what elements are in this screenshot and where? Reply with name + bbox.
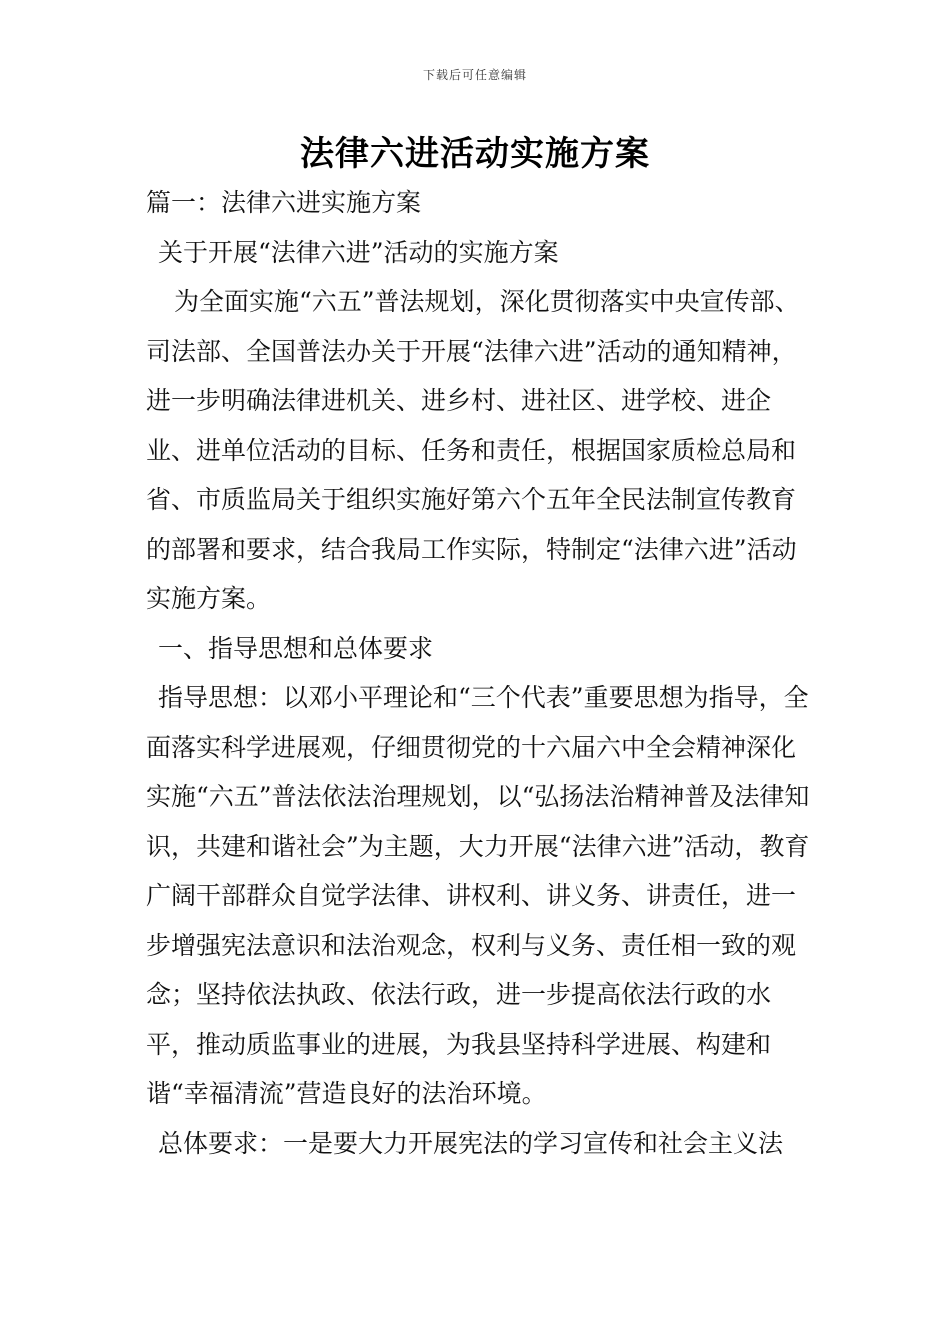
subtitle: 关于开展“法律六进”活动的实施方案 [158,237,559,267]
guiding-paragraph: 指导思想：以邓小平理论和“三个代表”重要思想为指导，全面落实科学进展观，仔细贯彻党的十六届六中全会精神深化实施“六五”普法依法治理规划，以“弘扬法治精神普及法律知识，共建和谐社会”为主题，大力开展“法律六进”活动，教育广阔干部群众自觉学法律、讲权利、讲义务、讲责任，进一步增强宪法意识和法治观念，权利与义务、责任相一致的观念；坚持依法执政、依法行政，进一步提高依法行政的水平，推动质监事业的进展，为我县坚持科学进展、构建和谐“幸福清流”营造良好的法治环境。 [146,683,810,1108]
document-title: 法律六进活动实施方案 [300,134,650,174]
document-body [146,178,816,1168]
header-note: 下载后可任意编辑 [422,68,527,82]
section-heading: 一、指导思想和总体要求 [158,633,434,663]
intro-paragraph: 为全面实施“六五”普法规划，深化贯彻落实中央宣传部、司法部、全国普法办关于开展“法律六进”活动的通知精神，进一步明确法律进机关、进乡村、进社区、进学校、进企业、进单位活动的目标、任务和责任，根据国家质检总局和省、市质监局关于组织实施好第六个五年全民法制宣传教育的部署和要求，结合我局工作实际，特制定“法律六进”活动实施方案。 [146,287,800,613]
part-heading: 篇一：法律六进实施方案 [146,188,422,217]
overall-paragraph: 总体要求：一是要大力开展宪法的学习宣传和社会主义法 [158,1128,784,1158]
